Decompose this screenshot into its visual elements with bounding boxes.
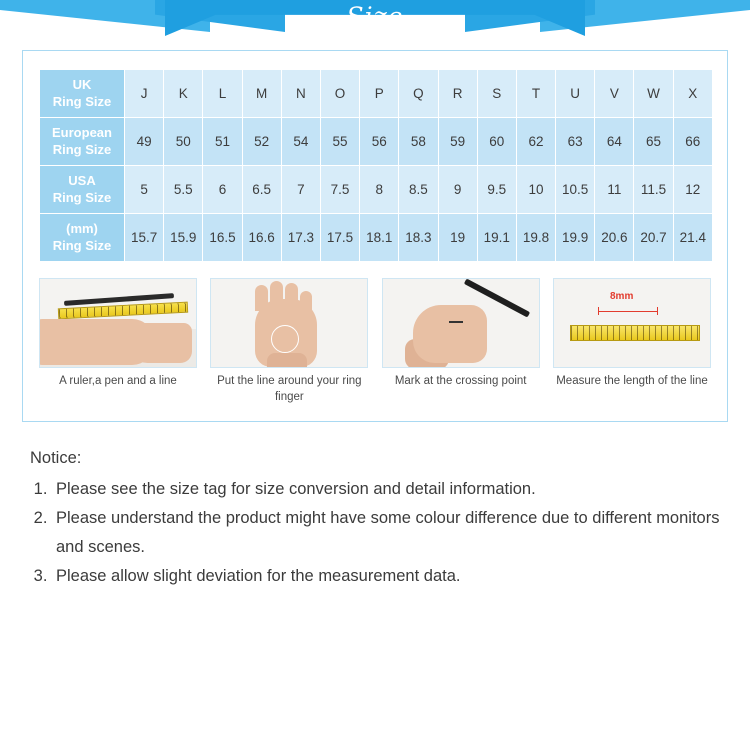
cell: L (203, 70, 242, 118)
cell: 5.5 (164, 166, 203, 214)
cell: W (634, 70, 673, 118)
row-header-line1: USA (68, 173, 96, 189)
cell: 12 (673, 166, 712, 214)
cell: 20.6 (595, 214, 634, 262)
ruler-icon (570, 325, 700, 341)
cell: 66 (673, 118, 712, 166)
measure-steps (39, 278, 711, 405)
cell: 19.1 (477, 214, 516, 262)
hand-shape (126, 323, 192, 363)
row-header-mm (40, 214, 125, 262)
cell: 19.9 (556, 214, 595, 262)
notice-section (30, 444, 720, 590)
size-chart-card (22, 50, 728, 422)
cell: 19 (438, 214, 477, 262)
cell: 63 (556, 118, 595, 166)
hand-shape (413, 305, 487, 363)
cell: 7 (281, 166, 320, 214)
step-2-image (210, 278, 368, 368)
cell: 19.8 (516, 214, 555, 262)
cell: 7.5 (320, 166, 359, 214)
step-4-image (553, 278, 711, 368)
row-header-line1: European (52, 125, 112, 141)
cell: K (164, 70, 203, 118)
cell: 6.5 (242, 166, 281, 214)
row-header-line2: Ring Size (52, 141, 112, 157)
notice-item: 3. Please allow slight deviation for the measurement data. (52, 562, 720, 591)
cell: 9 (438, 166, 477, 214)
finger-shape (300, 291, 312, 313)
cell: 15.9 (164, 214, 203, 262)
cell: 16.5 (203, 214, 242, 262)
notice-title: Notice: (30, 449, 82, 468)
cell: T (516, 70, 555, 118)
cell: 17.5 (320, 214, 359, 262)
row-header-line1: (mm) (66, 221, 98, 237)
cell: 64 (595, 118, 634, 166)
cell: O (320, 70, 359, 118)
page-banner (0, 0, 750, 40)
cell: 21.4 (673, 214, 712, 262)
cell: 18.3 (399, 214, 438, 262)
measurement-label: 8mm (609, 291, 634, 302)
row-header-line2: Ring Size (52, 93, 112, 109)
cell: J (125, 70, 164, 118)
notice-item: 2. Please understand the product might have some colour difference due to different monitors and scenes. (52, 504, 720, 562)
cell: X (673, 70, 712, 118)
row-header-european (40, 118, 125, 166)
cell: P (360, 70, 399, 118)
ring-size-table (39, 69, 713, 262)
step-3-caption: Mark at the crossing point (394, 375, 527, 387)
step-1-image (39, 278, 197, 368)
cell: 50 (164, 118, 203, 166)
cell: 54 (281, 118, 320, 166)
cell: 65 (634, 118, 673, 166)
table-row (40, 70, 713, 118)
cell: 9.5 (477, 166, 516, 214)
cell: 56 (360, 118, 399, 166)
row-header-line1: UK (72, 77, 92, 93)
step-1 (39, 278, 197, 405)
step-4-caption: Measure the length of the line (556, 375, 708, 387)
cell: 18.1 (360, 214, 399, 262)
table-row (40, 166, 713, 214)
step-2 (210, 278, 368, 405)
cell: 8.5 (399, 166, 438, 214)
cell: 51 (203, 118, 242, 166)
row-header-line2: Ring Size (52, 189, 112, 205)
step-3 (382, 278, 540, 405)
notice-list (30, 475, 720, 591)
step-1-caption: A ruler,a pen and a line (59, 375, 177, 387)
measure-arrow-icon (598, 307, 658, 315)
finger-shape (285, 283, 298, 311)
cell: S (477, 70, 516, 118)
cell: N (281, 70, 320, 118)
cell: 49 (125, 118, 164, 166)
banner-title: Size (346, 2, 404, 31)
cell: 5 (125, 166, 164, 214)
cell: 11.5 (634, 166, 673, 214)
step-3-image (382, 278, 540, 368)
cell: 55 (320, 118, 359, 166)
cell: 16.6 (242, 214, 281, 262)
cell: 15.7 (125, 214, 164, 262)
cell: V (595, 70, 634, 118)
table-row (40, 214, 713, 262)
cell: 11 (595, 166, 634, 214)
cell: 10.5 (556, 166, 595, 214)
cell: 10 (516, 166, 555, 214)
table-row (40, 118, 713, 166)
cell: M (242, 70, 281, 118)
cell: 17.3 (281, 214, 320, 262)
row-header-line2: Ring Size (52, 237, 112, 253)
row-header-usa (40, 166, 125, 214)
finger-shape (270, 281, 283, 311)
cell: 52 (242, 118, 281, 166)
row-header-uk (40, 70, 125, 118)
notice-item: 1. Please see the size tag for size conversion and detail information. (52, 475, 720, 504)
wrist-shape (267, 353, 307, 368)
cell: 20.7 (634, 214, 673, 262)
cell: 58 (399, 118, 438, 166)
mark-point (449, 321, 463, 323)
step-4 (553, 278, 711, 405)
step-2-caption: Put the line around your ring finger (217, 375, 362, 403)
ruler-ticks (571, 326, 699, 340)
cell: Q (399, 70, 438, 118)
cell: 59 (438, 118, 477, 166)
cell: 60 (477, 118, 516, 166)
cell: R (438, 70, 477, 118)
cell: 62 (516, 118, 555, 166)
cell: U (556, 70, 595, 118)
cell: 6 (203, 166, 242, 214)
finger-shape (255, 285, 268, 311)
cell: 8 (360, 166, 399, 214)
